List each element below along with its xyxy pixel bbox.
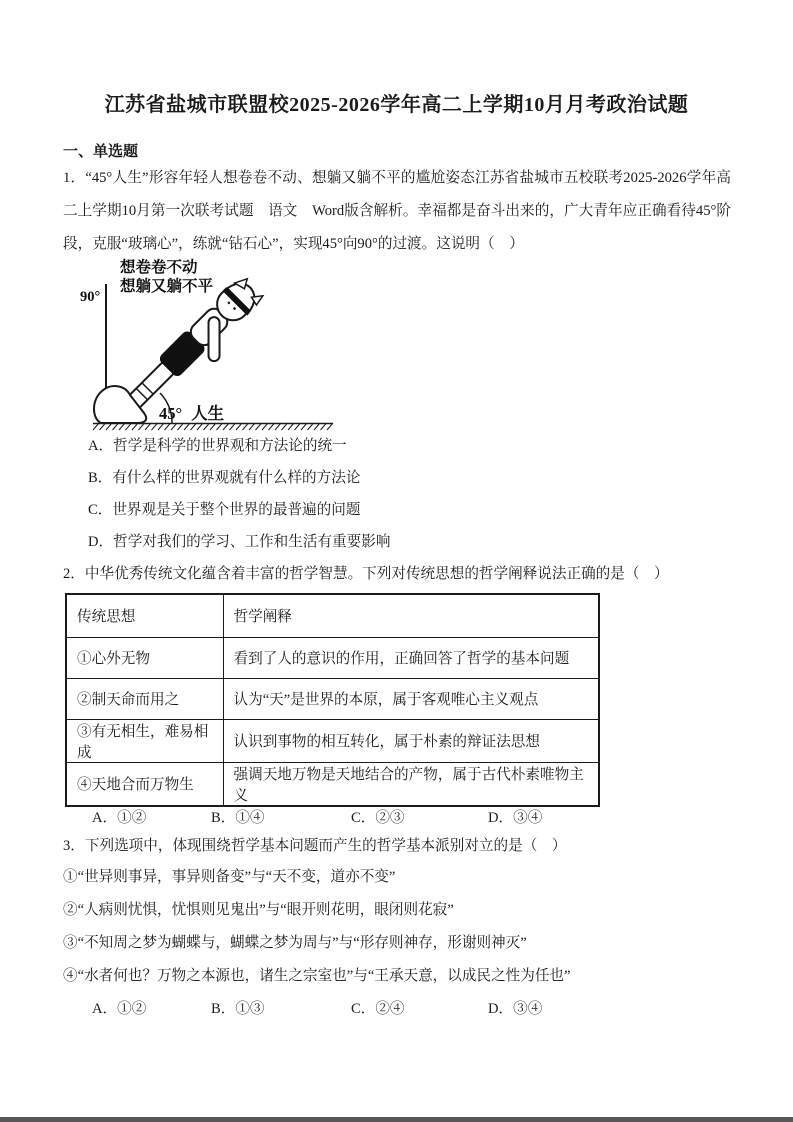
q3-option-b: B．①③ [211, 1001, 265, 1017]
table-cell: 认为“天”是世界的本原，属于客观唯心主义观点 [223, 678, 599, 719]
table-header-tradition: 传统思想 [66, 594, 223, 637]
q1-option-c: C．世界观是关于整个世界的最普遍的问题 [88, 502, 361, 518]
question-3-stem: 3．下列选项中，体现围绕哲学基本问题而产生的哲学基本派别对立的是（ ） [63, 838, 567, 854]
table-header-row [66, 594, 599, 637]
statement-item: ①“世异则事异，事异则备变”与“天不变，道亦不变” [63, 869, 396, 885]
q2-option-a: A．①② [92, 810, 147, 826]
q3-option-a: A．①② [92, 1001, 147, 1017]
table-header-interpretation: 哲学阐释 [223, 594, 599, 637]
table-row [66, 678, 599, 719]
question-1-figure [75, 254, 337, 432]
table-cell: ①心外无物 [66, 637, 223, 678]
q1-option-d: D．哲学对我们的学习、工作和生活有重要影响 [88, 534, 391, 550]
table-cell: 看到了人的意识的作用，正确回答了哲学的基本问题 [223, 637, 599, 678]
page-title: 江苏省盐城市联盟校2025-2026学年高二上学期10月月考政治试题 [104, 94, 689, 116]
section-heading: 一、单选题 [63, 144, 139, 160]
question-1-stem: 1．“45°人生”形容年轻人想卷卷不动、想躺又躺不平的尴尬姿态江苏省盐城市五校联考2025-2026学年高二上学期10月第一次联考试题 语文 Word版含解析。幸福都是奋斗出来的，广大青年应正确看待45°阶段，克服“玻璃心”，练就“钻石心”，实现45°向90°的过渡。这说明（ ） [63, 170, 731, 252]
cartoon-person [94, 272, 275, 426]
statement-item: ④“水者何也？万物之本源也，诸生之宗室也”与“王承天意，以成民之性为任也” [63, 968, 571, 984]
question-1-options [88, 430, 390, 558]
table-row [66, 719, 599, 762]
angle-90-label: 90° [80, 289, 101, 305]
table-cell: ③有无相生，难易相成 [66, 719, 223, 762]
question-2-options [63, 806, 542, 827]
leaning-person-illustration [75, 254, 337, 432]
table-cell: 认识到事物的相互转化，属于朴素的辩证法思想 [223, 719, 599, 762]
table-cell: ②制天命而用之 [66, 678, 223, 719]
question-2-stem: 2．中华优秀传统文化蕴含着丰富的哲学智慧。下列对传统思想的哲学阐释说法正确的是（ ） [63, 566, 669, 582]
window-bottom-edge [0, 1117, 793, 1122]
q2-option-c: C．②③ [351, 810, 405, 826]
table-cell: ④天地合而万物生 [66, 762, 223, 806]
statement-item: ③“不知周之梦为蝴蝶与，蝴蝶之梦为周与”与“形存则神存，形谢则神灭” [63, 935, 527, 951]
table-row [66, 762, 599, 806]
table-cell: 强调天地万物是天地结合的产物，属于古代朴素唯物主义 [223, 762, 599, 806]
q1-option-b: B．有什么样的世界观就有什么样的方法论 [88, 470, 361, 486]
angle-45-label: 45° 人生 [159, 404, 225, 423]
table-row [66, 637, 599, 678]
figure-caption-line1: 想卷卷不动 [120, 259, 198, 276]
q2-option-b: B．①④ [211, 810, 265, 826]
question-3-statements [63, 861, 743, 993]
q1-option-a: A．哲学是科学的世界观和方法论的统一 [88, 438, 347, 454]
life-label: 人生 [191, 404, 225, 423]
q3-option-d: D．③④ [488, 1001, 543, 1017]
statement-item: ②“人病则忧惧，忧惧则见鬼出”与“眼开则花明，眼闭则花寂” [63, 902, 454, 918]
q3-option-c: C．②④ [351, 1001, 405, 1017]
question-3-options [63, 997, 542, 1018]
question-2-table [65, 593, 600, 807]
q2-option-d: D．③④ [488, 810, 543, 826]
figure-caption-line2: 想躺又躺不平 [120, 278, 214, 295]
